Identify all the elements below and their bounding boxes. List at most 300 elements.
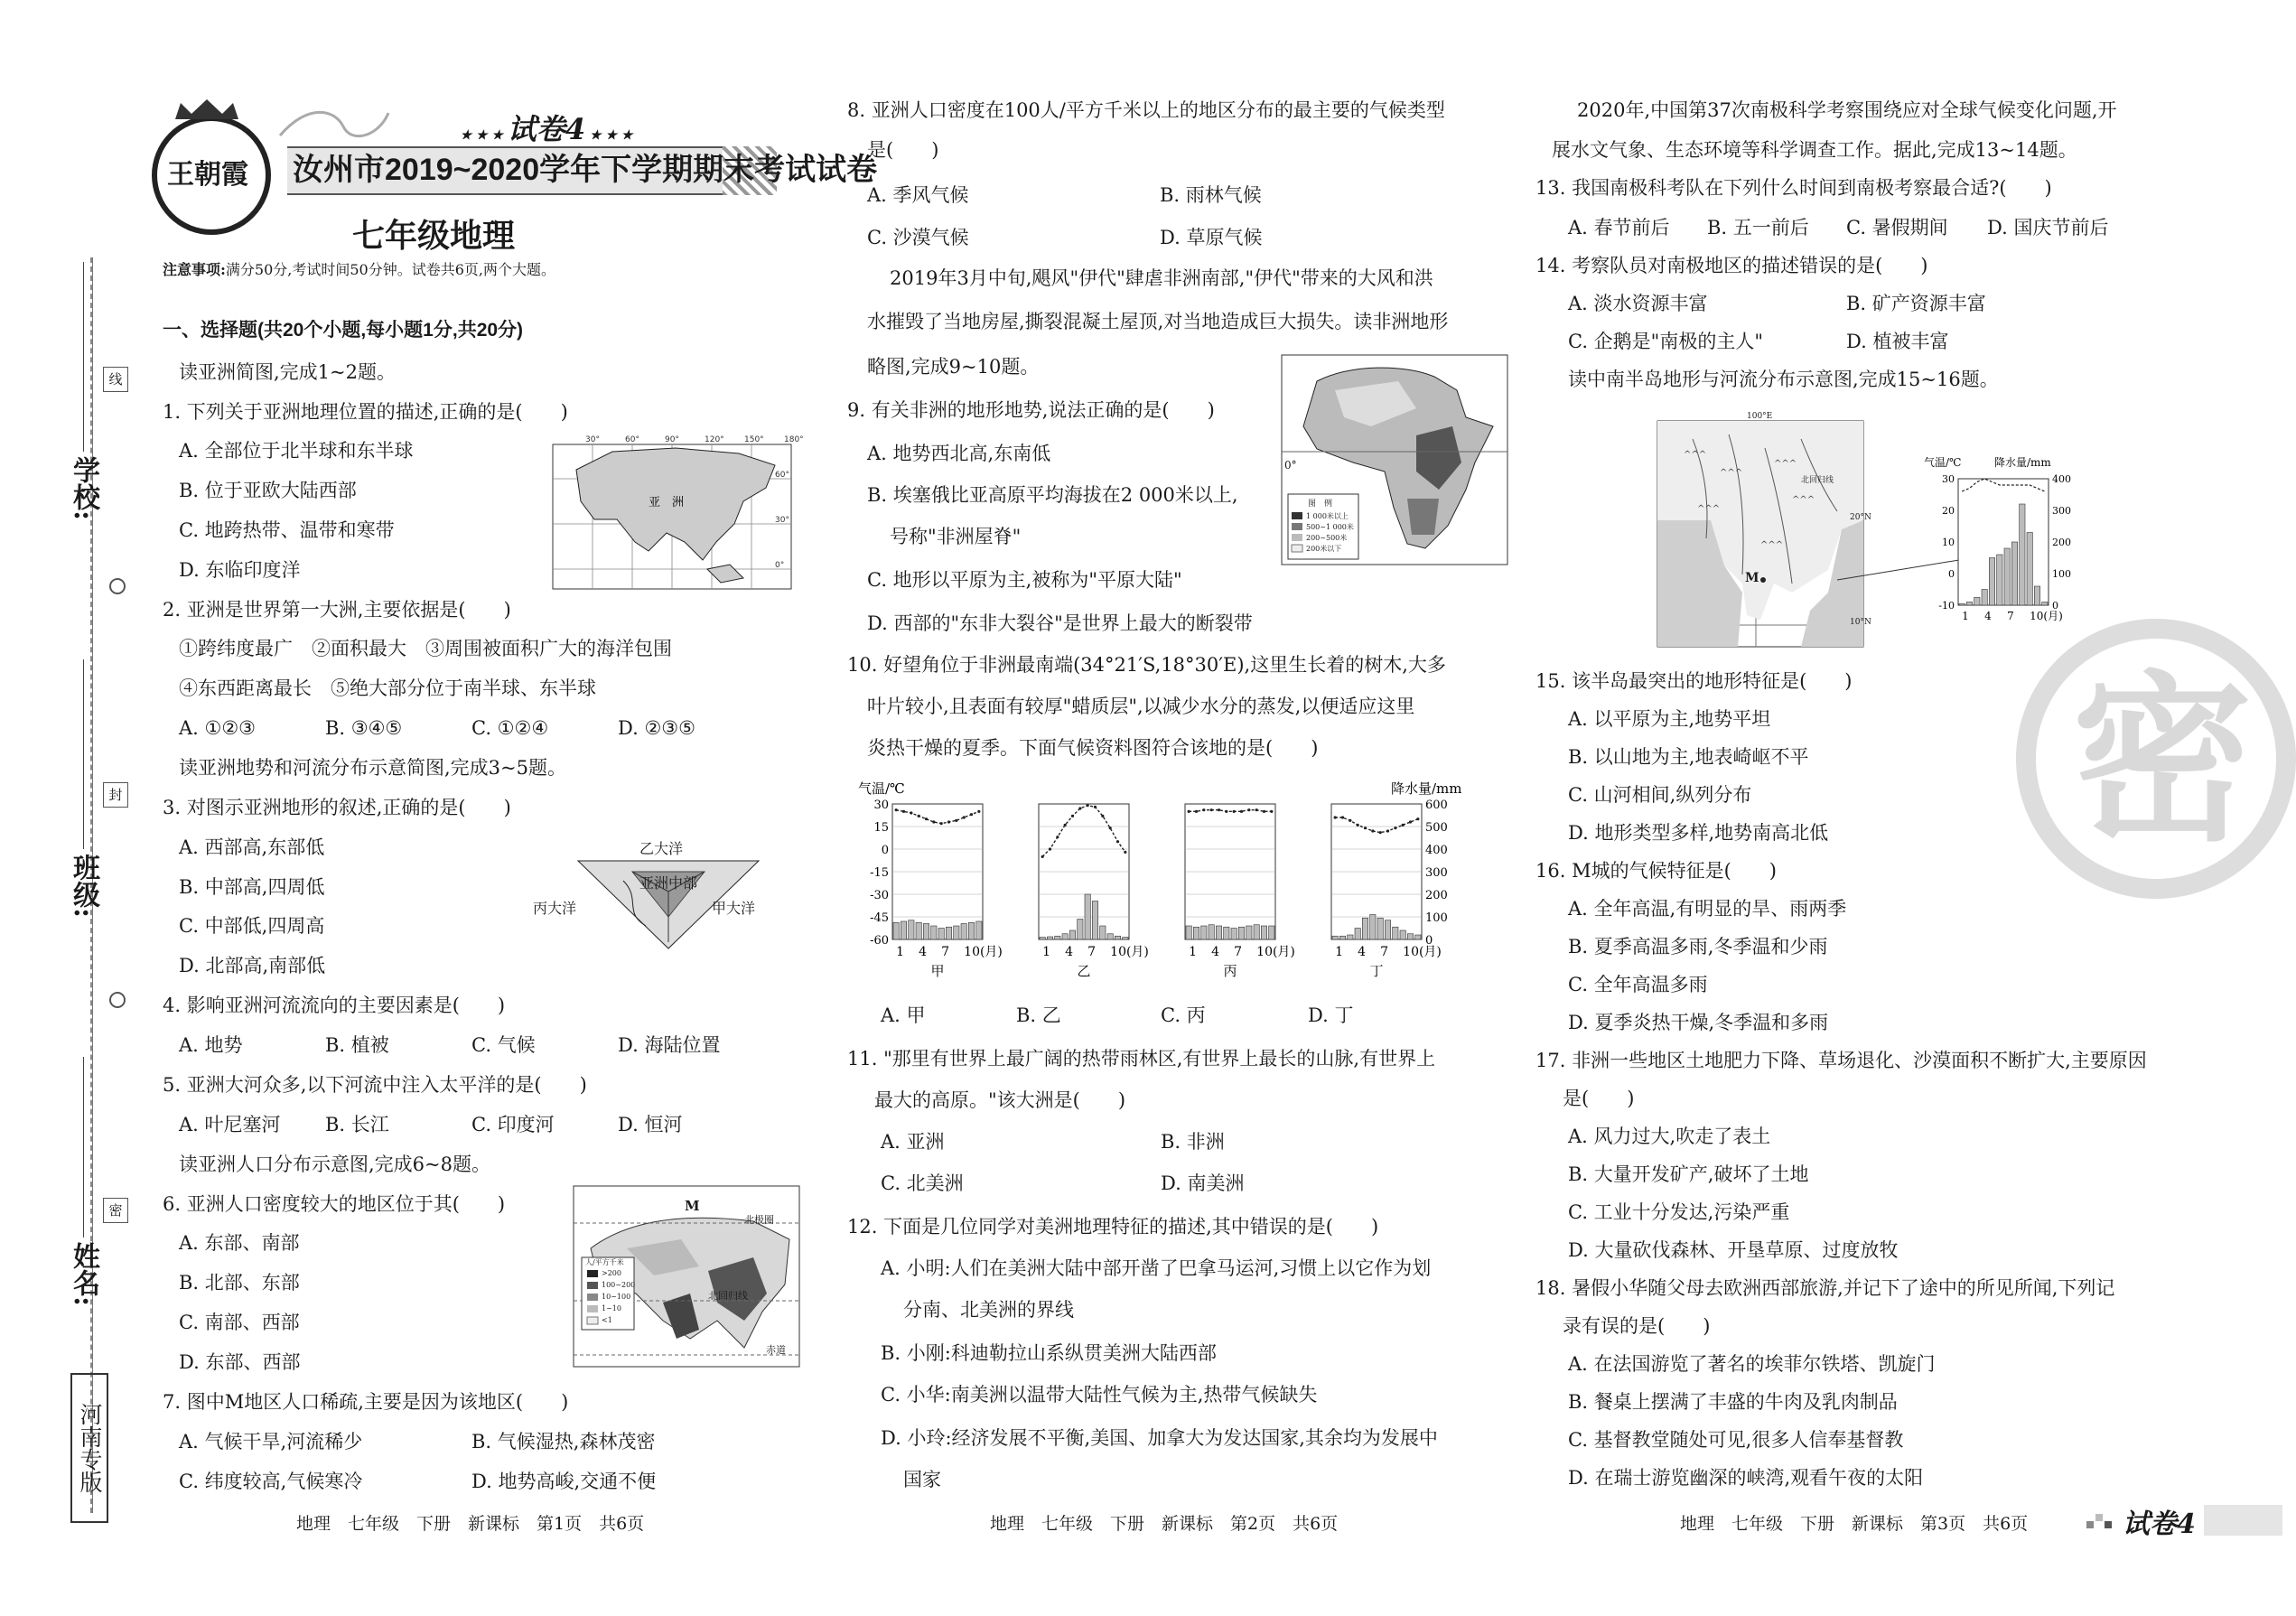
mchart-rain-bar bbox=[1966, 602, 1972, 606]
map3-legend-2: 100~200 bbox=[602, 1281, 636, 1289]
intro-q6-8: 读亚洲人口分布示意图,完成6~8题。 bbox=[179, 1154, 490, 1175]
q2-statements-1: ①跨纬度最广 ②面积最大 ③周围被面积广大的海洋包围 bbox=[179, 638, 672, 659]
rain-bar bbox=[1123, 938, 1128, 940]
temp-point bbox=[1116, 840, 1119, 843]
q2-option-a[interactable]: A. ①②③ bbox=[179, 717, 256, 739]
seal-line-mark: 线 bbox=[103, 367, 128, 392]
rain-bar bbox=[1092, 901, 1097, 940]
q9-option-b[interactable]: B. 埃塞俄比亚高原平均海拔在2 000米以上, bbox=[867, 484, 1238, 506]
mchart-rain-bar bbox=[1974, 597, 1980, 605]
climate-left-tick: -60 bbox=[870, 934, 889, 948]
q16-option-d[interactable]: D. 夏季炎热干燥,冬季温和多雨 bbox=[1568, 1012, 1829, 1033]
map3-m-label: M bbox=[685, 1198, 700, 1214]
q9-option-a[interactable]: A. 地势西北高,东南低 bbox=[867, 443, 1051, 464]
rain-bar bbox=[1186, 926, 1191, 939]
q6-option-a[interactable]: A. 东部、南部 bbox=[179, 1232, 300, 1254]
rain-bar bbox=[1400, 930, 1405, 939]
climate-left-tick: 30 bbox=[873, 799, 889, 812]
ribbon-decoration bbox=[271, 99, 397, 154]
passage-q13-14-1: 2020年,中国第37次南极科学考察围绕应对全球气候变化问题,开 bbox=[1577, 99, 2117, 121]
rain-bar bbox=[931, 926, 937, 939]
asia-map bbox=[549, 434, 804, 596]
q5-option-c[interactable]: C. 印度河 bbox=[471, 1114, 555, 1135]
brand-crown bbox=[172, 98, 242, 121]
temp-point bbox=[1255, 808, 1258, 811]
question-9: 9. 有关非洲的地形地势,说法正确的是( ) bbox=[847, 399, 1215, 421]
question-1: 1. 下列关于亚洲地理位置的描述,正确的是( ) bbox=[163, 401, 568, 423]
temp-point bbox=[1225, 810, 1227, 813]
q11-option-b[interactable]: B. 非洲 bbox=[1161, 1131, 1225, 1153]
temp-point bbox=[1041, 855, 1044, 858]
climate-left-tick: 0 bbox=[881, 844, 889, 857]
notice bbox=[163, 258, 555, 279]
mchart-rain-bar bbox=[1989, 558, 1994, 606]
rain-bar bbox=[1393, 927, 1398, 939]
temp-point bbox=[1210, 808, 1213, 811]
question-11: 11. "那里有世界上最广阔的热带雨林区,有世界上最长的山脉,有世界上 bbox=[847, 1048, 1436, 1070]
temp-point bbox=[1247, 808, 1250, 811]
class-field[interactable] bbox=[83, 659, 84, 849]
rain-bar bbox=[1261, 926, 1266, 939]
climate-x-tick: 7 bbox=[1380, 945, 1389, 959]
intro-q1-2: 读亚洲简图,完成1~2题。 bbox=[179, 361, 396, 383]
temp-point bbox=[1056, 836, 1059, 838]
q7-option-a[interactable]: A. 气候干旱,河流稀少 bbox=[179, 1431, 363, 1453]
q12-option-b[interactable]: B. 小刚:科迪勒拉山系纵贯美洲大陆西部 bbox=[881, 1342, 1217, 1364]
mchart-right-tick: 0 bbox=[2052, 600, 2058, 612]
q10-option-d[interactable]: D. 丁 bbox=[1308, 1004, 1354, 1026]
intro-q15-16: 读中南半岛地形与河流分布示意图,完成15~16题。 bbox=[1568, 369, 1999, 390]
notice-label: 注意事项: bbox=[163, 261, 226, 278]
temp-point bbox=[1240, 810, 1243, 813]
question-5: 5. 亚洲大河众多,以下河流中注入太平洋的是( ) bbox=[163, 1074, 587, 1096]
q9-option-c[interactable]: C. 地形以平原为主,被称为"平原大陆" bbox=[867, 569, 1182, 591]
q9-option-d[interactable]: D. 西部的"东非大裂谷"是世界上最大的断裂带 bbox=[867, 612, 1253, 634]
q12-option-a[interactable]: A. 小明:人们在美洲大陆中部开凿了巴拿马运河,习惯上以它作为划 bbox=[881, 1257, 1432, 1279]
q1-option-b[interactable]: B. 位于亚欧大陆西部 bbox=[179, 480, 357, 501]
rain-bar bbox=[976, 921, 982, 939]
map1-lat-label: 30° bbox=[775, 516, 789, 525]
indochina-lat2-label: 10°N bbox=[1850, 618, 1871, 627]
climate-x-tick: 1 bbox=[1335, 945, 1344, 959]
q13-option-b[interactable]: B. 五一前后 bbox=[1707, 217, 1809, 238]
mchart-right-tick: 400 bbox=[2052, 473, 2071, 485]
rain-bar bbox=[1238, 927, 1244, 939]
temp-point bbox=[1094, 806, 1097, 808]
rain-bar bbox=[1115, 936, 1120, 939]
climate-x-tick: 7 bbox=[1234, 945, 1243, 959]
q13-option-d[interactable]: D. 国庆节前后 bbox=[1987, 217, 2109, 238]
climate-right-tick: 600 bbox=[1425, 799, 1448, 812]
temp-point bbox=[1087, 804, 1089, 807]
q16-option-c[interactable]: C. 全年高温多雨 bbox=[1568, 974, 1708, 995]
question-15: 15. 该半岛最突出的地形特征是( ) bbox=[1535, 670, 1853, 692]
q8-option-c[interactable]: C. 沙漠气候 bbox=[867, 227, 969, 248]
q15-option-a[interactable]: A. 以平原为主,地势平坦 bbox=[1568, 708, 1771, 730]
edition-label: 河南专版 bbox=[70, 1373, 108, 1523]
climate-panel-name: 丁 bbox=[1369, 963, 1384, 979]
passage-q9-10-3: 略图,完成9~10题。 bbox=[867, 356, 1040, 378]
q1-option-a[interactable]: A. 全部位于北半球和东半球 bbox=[179, 440, 414, 462]
africa-legend-4: 200米以下 bbox=[1306, 545, 1342, 553]
rain-bar bbox=[1193, 927, 1199, 939]
q2-option-b[interactable]: B. ③④⑤ bbox=[325, 717, 403, 739]
footer-tag: 试卷4 bbox=[2123, 1509, 2196, 1540]
rain-bar bbox=[954, 926, 959, 939]
climate-x-tick: 10(月) bbox=[1403, 945, 1442, 959]
rain-bar bbox=[1231, 929, 1237, 940]
rain-bar bbox=[1269, 926, 1274, 939]
rain-bar bbox=[1078, 920, 1083, 940]
q6-option-d[interactable]: D. 东部、西部 bbox=[179, 1351, 301, 1373]
question-4: 4. 影响亚洲河流流向的主要因素是( ) bbox=[163, 995, 506, 1016]
indochina-tropic-label: 北回归线 bbox=[1801, 476, 1834, 485]
binding-hole-1 bbox=[109, 578, 126, 594]
africa-legend-title: 图 例 bbox=[1308, 500, 1333, 509]
q12-option-d-cont: 国家 bbox=[903, 1469, 941, 1490]
q4-option-a[interactable]: A. 地势 bbox=[179, 1034, 243, 1056]
footer-page-1: 地理 七年级 下册 新课标 第1页 共6页 bbox=[296, 1514, 645, 1534]
africa-legend-3: 200~500米 bbox=[1306, 534, 1348, 542]
question-16: 16. M城的气候特征是( ) bbox=[1535, 860, 1777, 882]
name-label: 姓名: bbox=[68, 1242, 99, 1307]
asia-terrain-diagram bbox=[533, 836, 777, 953]
svg-text:^^^: ^^^ bbox=[1792, 495, 1815, 505]
temp-point bbox=[1124, 851, 1126, 854]
rain-bar bbox=[1415, 935, 1421, 939]
q11-option-a[interactable]: A. 亚洲 bbox=[881, 1131, 945, 1153]
exam-title: 汝州市2019~2020学年下学期期末考试试卷 bbox=[293, 153, 878, 187]
temp-point bbox=[1270, 810, 1273, 813]
rain-bar bbox=[916, 922, 921, 939]
mchart-rain-bar bbox=[2011, 542, 2017, 605]
question-14: 14. 考察队员对南极地区的描述错误的是( ) bbox=[1535, 255, 1928, 276]
svg-text:^^^: ^^^ bbox=[1720, 468, 1743, 478]
q14-option-a[interactable]: A. 淡水资源丰富 bbox=[1568, 293, 1708, 314]
m-climate-chart bbox=[1924, 452, 2086, 637]
climate-x-tick: 4 bbox=[1065, 945, 1074, 959]
tri-label-top: 乙大洋 bbox=[639, 840, 684, 857]
temp-point bbox=[1071, 815, 1074, 817]
q15-option-c[interactable]: C. 山河相间,纵列分布 bbox=[1568, 784, 1752, 806]
school-field[interactable] bbox=[83, 262, 84, 452]
climate-panel-name: 乙 bbox=[1077, 963, 1091, 979]
q3-option-c[interactable]: C. 中部低,四周高 bbox=[179, 915, 325, 937]
climate-x-tick: 10(月) bbox=[1110, 945, 1149, 959]
q8-option-a[interactable]: A. 季风气候 bbox=[867, 184, 969, 206]
paper-number: ★ ★ ★ 试卷4 ★ ★ ★ bbox=[460, 112, 633, 146]
q4-option-c[interactable]: C. 气候 bbox=[471, 1034, 536, 1056]
q5-option-b[interactable]: B. 长江 bbox=[325, 1114, 389, 1135]
question-10: 10. 好望角位于非洲最南端(34°21′S,18°30′E),这里生长着的树木,大多 bbox=[847, 654, 1446, 676]
q1-option-c[interactable]: C. 地跨热带、温带和寒带 bbox=[179, 519, 395, 541]
rain-bar bbox=[946, 927, 951, 939]
rain-bar bbox=[1246, 926, 1252, 939]
passage-q9-10-1: 2019年3月中旬,飓风"伊代"肆虐非洲南部,"伊代"带来的大风和洪 bbox=[890, 267, 1433, 289]
temp-point bbox=[902, 810, 905, 813]
question-8-cont: 是( ) bbox=[867, 139, 939, 161]
question-3: 3. 对图示亚洲地形的叙述,正确的是( ) bbox=[163, 797, 511, 818]
temp-point bbox=[1379, 831, 1382, 834]
mchart-right-tick: 200 bbox=[2052, 537, 2071, 548]
q16-option-a[interactable]: A. 全年高温,有明显的旱、雨两季 bbox=[1568, 898, 1847, 920]
q5-option-a[interactable]: A. 叶尼塞河 bbox=[179, 1114, 281, 1135]
rain-bar bbox=[1377, 918, 1383, 939]
temp-point bbox=[1357, 824, 1359, 827]
map3-equator-label: 赤道 bbox=[766, 1344, 786, 1356]
rain-bar bbox=[909, 920, 914, 939]
climate-left-tick: -15 bbox=[870, 866, 889, 880]
africa-equator-label: 0° bbox=[1284, 459, 1297, 472]
climate-x-tick: 1 bbox=[896, 945, 905, 959]
q9-option-b-cont: 号称"非洲屋脊" bbox=[890, 526, 1022, 547]
temp-point bbox=[1402, 824, 1405, 827]
binding-hole-2 bbox=[109, 992, 126, 1008]
q17-option-b[interactable]: B. 大量开发矿产,破坏了土地 bbox=[1568, 1163, 1809, 1185]
q14-option-d[interactable]: D. 植被丰富 bbox=[1846, 331, 1949, 352]
footer-page-2: 地理 七年级 下册 新课标 第2页 共6页 bbox=[990, 1514, 1339, 1534]
rain-bar bbox=[1339, 936, 1345, 939]
rain-bar bbox=[1069, 930, 1075, 939]
brand-name: 王朝霞 bbox=[167, 159, 248, 191]
question-8: 8. 亚洲人口密度在100人/平方千米以上的地区分布的最主要的气候类型 bbox=[847, 99, 1445, 121]
africa-legend-1: 1 000米以上 bbox=[1306, 512, 1349, 520]
temp-point bbox=[947, 820, 950, 823]
mchart-x-tick: 1 bbox=[1962, 610, 1969, 622]
q17-option-d[interactable]: D. 大量砍伐森林、开垦草原、过度放牧 bbox=[1568, 1239, 1899, 1261]
rain-bar bbox=[1040, 938, 1045, 940]
q12-option-d[interactable]: D. 小玲:经济发展不平衡,美国、加拿大为发达国家,其余均为发展中 bbox=[881, 1427, 1438, 1449]
q7-option-b[interactable]: B. 气候湿热,森林茂密 bbox=[471, 1431, 656, 1453]
seal-secret-mark: 密 bbox=[103, 1198, 128, 1223]
tri-label-center: 亚洲中部 bbox=[639, 874, 698, 892]
climate-x-tick: 10(月) bbox=[964, 945, 1003, 959]
mchart-left-tick: 0 bbox=[1948, 568, 1955, 580]
temp-point bbox=[932, 820, 935, 823]
climate-left-tick: -45 bbox=[870, 911, 889, 925]
map1-lon-label: 120° bbox=[705, 435, 724, 444]
temp-point bbox=[955, 819, 957, 822]
q16-option-b[interactable]: B. 夏季高温多雨,冬季温和少雨 bbox=[1568, 936, 1828, 957]
seal-seal-mark: 封 bbox=[103, 782, 128, 808]
q8-option-d[interactable]: D. 草原气候 bbox=[1160, 227, 1263, 248]
q17-option-c[interactable]: C. 工业十分发达,污染严重 bbox=[1568, 1201, 1790, 1223]
tri-label-right: 甲大洋 bbox=[712, 900, 756, 917]
climate-charts bbox=[858, 777, 1472, 980]
question-7: 7. 图中M地区人口稀疏,主要是因为该地区( ) bbox=[163, 1391, 569, 1413]
q1-option-d[interactable]: D. 东临印度洋 bbox=[179, 559, 301, 581]
secret-stamp bbox=[2016, 619, 2296, 899]
temp-point bbox=[1334, 816, 1337, 818]
question-10-cont-2: 炎热干燥的夏季。下面气候资料图符合该地的是( ) bbox=[867, 737, 1319, 759]
temp-point bbox=[925, 817, 928, 820]
climate-ylabel-right: 降水量/mm bbox=[1391, 780, 1462, 797]
q3-option-b[interactable]: B. 中部高,四周低 bbox=[179, 876, 325, 898]
temp-point bbox=[963, 816, 966, 818]
rain-bar bbox=[923, 924, 929, 940]
q18-option-d[interactable]: D. 在瑞士游览幽深的峡湾,观看午夜的太阳 bbox=[1568, 1467, 1924, 1489]
q3-option-d[interactable]: D. 北部高,南部低 bbox=[179, 955, 326, 976]
climate-right-tick: 300 bbox=[1425, 866, 1448, 880]
temp-point bbox=[1049, 847, 1051, 850]
temp-point bbox=[1409, 820, 1412, 823]
climate-x-tick: 4 bbox=[1211, 945, 1220, 959]
map1-lon-label: 90° bbox=[665, 435, 679, 444]
climate-right-tick: 200 bbox=[1425, 889, 1448, 902]
temp-point bbox=[1233, 810, 1236, 813]
q6-option-b[interactable]: B. 北部、东部 bbox=[179, 1272, 300, 1294]
mchart-x-tick: 10(月) bbox=[2030, 610, 2063, 622]
rain-bar bbox=[1254, 925, 1259, 939]
temp-point bbox=[1364, 827, 1367, 829]
map1-lon-label: 180° bbox=[784, 435, 804, 444]
asia-population-map bbox=[573, 1185, 800, 1368]
mchart-ylabel-left: 气温/℃ bbox=[1924, 456, 1962, 469]
q18-option-b[interactable]: B. 餐桌上摆满了丰盛的牛肉及乳肉制品 bbox=[1568, 1391, 1898, 1413]
mchart-left-tick: -10 bbox=[1938, 600, 1955, 612]
rain-bar bbox=[938, 929, 944, 940]
passage-q13-14-2: 展水文气象、生态环境等科学调查工作。据此,完成13~14题。 bbox=[1552, 139, 2077, 161]
footer-bar bbox=[2204, 1505, 2282, 1536]
map1-lat-label: 0° bbox=[775, 561, 785, 570]
temp-point bbox=[970, 813, 973, 816]
q2-option-c[interactable]: C. ①②④ bbox=[471, 717, 549, 739]
q15-option-d[interactable]: D. 地形类型多样,地势南高北低 bbox=[1568, 822, 1829, 844]
rain-bar bbox=[961, 924, 966, 940]
temp-point bbox=[1386, 829, 1389, 832]
rain-bar bbox=[1332, 936, 1338, 939]
mchart-rain-bar bbox=[1959, 603, 1965, 605]
temp-point bbox=[1218, 808, 1220, 811]
svg-text:^^^: ^^^ bbox=[1697, 504, 1721, 514]
question-11-cont: 最大的高原。"该大洲是( ) bbox=[874, 1089, 1126, 1111]
passage-q9-10-2: 水摧毁了当地房屋,撕裂混凝土屋顶,对当地造成巨大损失。读非洲地形 bbox=[867, 311, 1449, 332]
name-field[interactable] bbox=[83, 1057, 84, 1238]
temp-point bbox=[1101, 815, 1104, 817]
temp-point bbox=[910, 811, 912, 814]
rain-bar bbox=[1362, 918, 1367, 939]
q8-option-b[interactable]: B. 雨林气候 bbox=[1160, 184, 1262, 206]
q18-option-c[interactable]: C. 基督教堂随处可见,很多人信奉基督教 bbox=[1568, 1429, 1904, 1451]
temp-point bbox=[1064, 824, 1067, 827]
indochina-lat1-label: 20°N bbox=[1850, 513, 1871, 522]
climate-x-tick: 7 bbox=[1087, 945, 1097, 959]
secret-stamp-text: 密 bbox=[2072, 654, 2254, 866]
rain-bar bbox=[1107, 934, 1113, 939]
tri-label-left: 丙大洋 bbox=[533, 900, 577, 917]
q7-option-d[interactable]: D. 地势高峻,交通不便 bbox=[471, 1471, 657, 1492]
rain-bar bbox=[1385, 920, 1390, 939]
climate-x-tick: 4 bbox=[1358, 945, 1367, 959]
map3-legend-title: 人/平方千米 bbox=[585, 1258, 624, 1266]
mchart-left-tick: 30 bbox=[1942, 473, 1955, 485]
temp-point bbox=[918, 815, 920, 817]
climate-right-tick: 400 bbox=[1425, 844, 1448, 857]
question-12: 12. 下面是几位同学对美洲地理特征的描述,其中错误的是( ) bbox=[847, 1216, 1379, 1238]
temp-point bbox=[1349, 819, 1351, 822]
q7-option-c[interactable]: C. 纬度较高,气候寒冷 bbox=[179, 1471, 363, 1492]
temp-point bbox=[1188, 810, 1190, 813]
climate-right-tick: 0 bbox=[1425, 934, 1433, 948]
q18-option-a[interactable]: A. 在法国游览了著名的埃菲尔铁塔、凯旋门 bbox=[1568, 1353, 1936, 1375]
q14-option-b[interactable]: B. 矿产资源丰富 bbox=[1846, 293, 1986, 314]
question-18-cont: 录有误的是( ) bbox=[1563, 1315, 1711, 1337]
rain-bar bbox=[1085, 894, 1090, 939]
q10-option-b[interactable]: B. 乙 bbox=[1016, 1004, 1061, 1026]
climate-x-tick: 4 bbox=[919, 945, 928, 959]
mchart-right-tick: 300 bbox=[2052, 505, 2071, 517]
rain-bar bbox=[1348, 935, 1353, 939]
q13-option-a[interactable]: A. 春节前后 bbox=[1568, 217, 1670, 238]
section-heading: 一、选择题(共20个小题,每小题1分,共20分) bbox=[163, 320, 524, 341]
climate-ylabel-left: 气温/℃ bbox=[858, 780, 905, 797]
mchart-rain-bar bbox=[2027, 533, 2032, 606]
q10-option-a[interactable]: A. 甲 bbox=[881, 1004, 926, 1026]
temp-point bbox=[1202, 808, 1205, 811]
climate-x-tick: 1 bbox=[1189, 945, 1198, 959]
question-10-cont-1: 叶片较小,且表面有较厚"蜡质层",以减少水分的蒸发,以便适应这里 bbox=[867, 696, 1415, 717]
q17-option-a[interactable]: A. 风力过大,吹走了表土 bbox=[1568, 1126, 1771, 1147]
climate-x-tick: 10(月) bbox=[1256, 945, 1295, 959]
rain-bar bbox=[1224, 927, 1229, 939]
map3-legend-1: >200 bbox=[602, 1269, 621, 1277]
question-17: 17. 非洲一些地区土地肥力下降、草场退化、沙漠面积不断扩大,主要原因 bbox=[1535, 1050, 2147, 1071]
q3-option-a[interactable]: A. 西部高,东部低 bbox=[179, 836, 325, 858]
rain-bar bbox=[1370, 915, 1376, 940]
svg-text:^^^: ^^^ bbox=[1760, 540, 1784, 550]
footer-page-3: 地理 七年级 下册 新课标 第3页 共6页 bbox=[1680, 1514, 2029, 1534]
climate-right-tick: 500 bbox=[1425, 821, 1448, 835]
q4-option-d[interactable]: D. 海陆位置 bbox=[618, 1034, 721, 1056]
svg-text:^^^: ^^^ bbox=[1684, 450, 1707, 460]
q11-option-c[interactable]: C. 北美洲 bbox=[881, 1172, 964, 1194]
rain-bar bbox=[968, 922, 974, 939]
q13-option-c[interactable]: C. 暑假期间 bbox=[1846, 217, 1948, 238]
q4-option-b[interactable]: B. 植被 bbox=[325, 1034, 389, 1056]
temp-point bbox=[1078, 807, 1081, 809]
climate-left-tick: -30 bbox=[870, 889, 889, 902]
subject-title: 七年级地理 bbox=[351, 217, 515, 255]
rain-bar bbox=[1209, 925, 1214, 939]
rain-bar bbox=[901, 921, 906, 939]
q11-option-d[interactable]: D. 南美洲 bbox=[1161, 1172, 1245, 1194]
temp-point bbox=[1416, 817, 1419, 820]
paper-number-text: 试卷4 bbox=[507, 112, 586, 146]
class-label: 班级: bbox=[68, 854, 99, 919]
indochina-lon-label: 100°E bbox=[1747, 412, 1773, 421]
temp-point bbox=[977, 810, 980, 813]
mchart-left-tick: 20 bbox=[1942, 505, 1955, 517]
q5-option-d[interactable]: D. 恒河 bbox=[618, 1114, 683, 1135]
climate-x-tick: 1 bbox=[1042, 945, 1051, 959]
q6-option-c[interactable]: C. 南部、西部 bbox=[179, 1312, 300, 1333]
footer-squares-icon bbox=[2086, 1512, 2114, 1530]
temp-point bbox=[1341, 816, 1344, 818]
q12-option-c[interactable]: C. 小华:南美洲以温带大陆性气候为主,热带气候缺失 bbox=[881, 1384, 1318, 1406]
q14-option-c[interactable]: C. 企鹅是"南极的主人" bbox=[1568, 331, 1763, 352]
map3-tropic-label: 北回归线 bbox=[708, 1290, 748, 1302]
q10-option-c[interactable]: C. 丙 bbox=[1161, 1004, 1206, 1026]
rain-bar bbox=[1047, 937, 1052, 939]
question-2: 2. 亚洲是世界第一大洲,主要依据是( ) bbox=[163, 599, 511, 621]
climate-left-tick: 15 bbox=[873, 821, 889, 835]
mchart-right-tick: 100 bbox=[2052, 568, 2071, 580]
rain-bar bbox=[1055, 936, 1060, 939]
question-18: 18. 暑假小华随父母去欧洲西部旅游,并记下了途中的所见所闻,下列记 bbox=[1535, 1277, 2115, 1299]
q2-option-d[interactable]: D. ②③⑤ bbox=[618, 717, 695, 739]
rain-bar bbox=[1355, 929, 1360, 940]
q15-option-b[interactable]: B. 以山地为主,地表崎岖不平 bbox=[1568, 746, 1809, 768]
